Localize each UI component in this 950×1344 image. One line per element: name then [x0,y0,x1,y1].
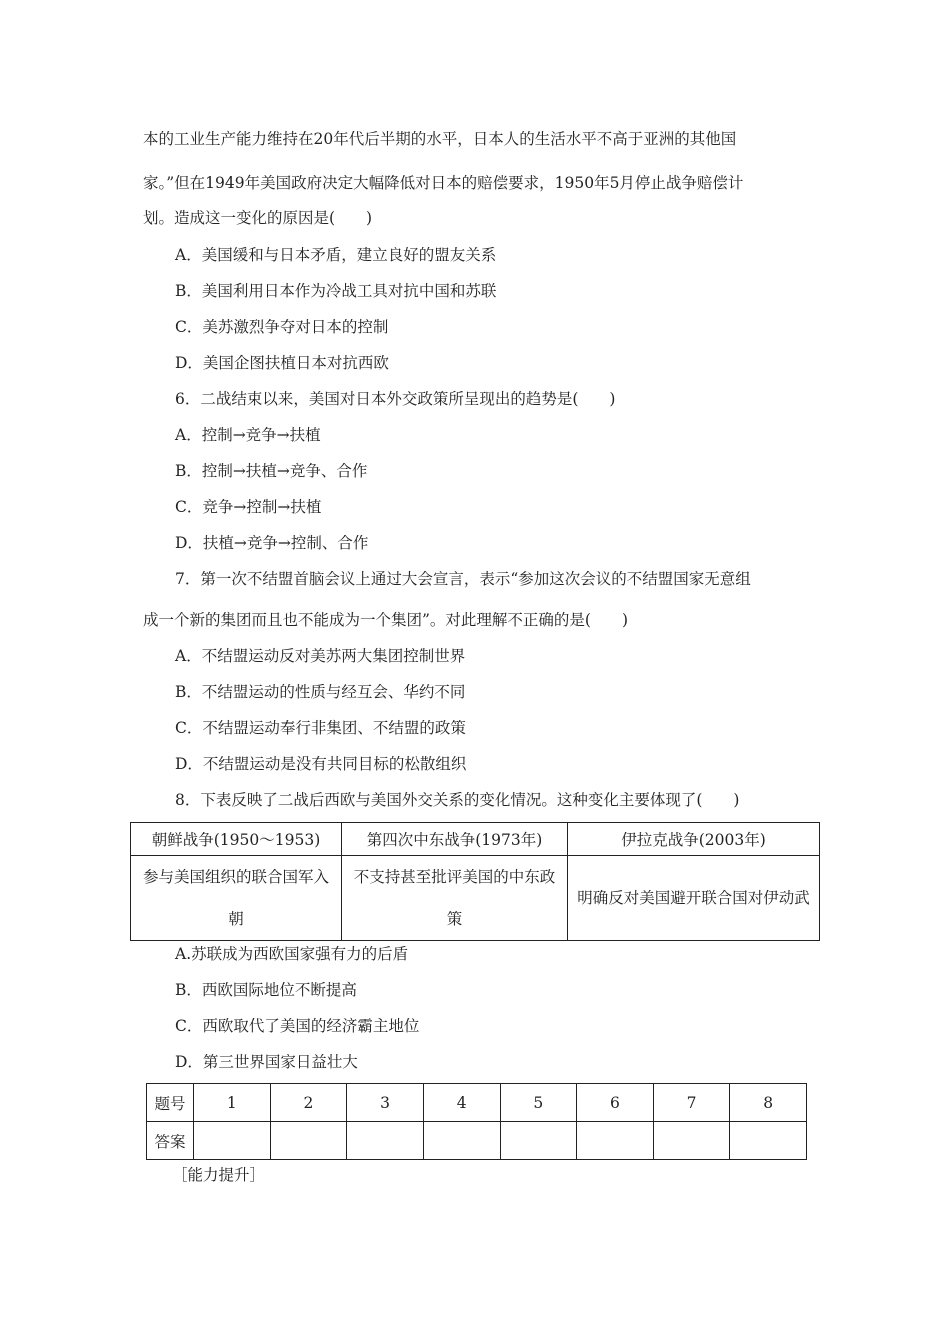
q5-option-c: C．美苏激烈争夺对日本的控制 [175,318,389,336]
question-number: 5 [500,1084,577,1122]
question-8-stem: 8．下表反映了二战后西欧与美国外交关系的变化情况。这种变化主要体现了( ) [175,791,740,809]
q8-table [130,822,820,941]
question-number: 4 [423,1084,500,1122]
q5-option-b: B．美国利用日本作为冷战工具对抗中国和苏联 [175,282,497,300]
q7-option-b: B．不结盟运动的性质与经互会、华约不同 [175,683,466,701]
q5-option-d: D．美国企图扶植日本对抗西欧 [175,354,389,372]
q7-option-a: A．不结盟运动反对美苏两大集团控制世界 [175,647,466,665]
table-cell: 明确反对美国避开联合国对伊动武 [568,856,820,941]
answer-cell[interactable] [423,1122,500,1160]
answer-cell[interactable] [653,1122,730,1160]
table-header-cell: 第四次中东战争(1973年) [342,823,568,856]
q8-option-c: C．西欧取代了美国的经济霸主地位 [175,1017,420,1035]
q6-option-b: B．控制→扶植→竞争、合作 [175,462,368,480]
paragraph-line: 家。”但在1949年美国政府决定大幅降低对日本的赔偿要求，1950年5月停止战争赔偿计 [143,174,744,192]
section-label: ［能力提升］ [172,1166,266,1184]
q6-option-d: D．扶植→竞争→控制、合作 [175,534,369,552]
table-header-cell: 伊拉克战争(2003年) [568,823,820,856]
q5-option-a: A．美国缓和与日本矛盾，建立良好的盟友关系 [175,246,497,264]
question-number: 2 [270,1084,347,1122]
question-number: 1 [194,1084,271,1122]
answer-cell[interactable] [577,1122,654,1160]
question-6-stem: 6．二战结束以来，美国对日本外交政策所呈现出的趋势是( ) [175,390,616,408]
answer-table [146,1083,807,1160]
q6-option-a: A．控制→竞争→扶植 [175,426,321,444]
paragraph-line: 本的工业生产能力维持在20年代后半期的水平，日本人的生活水平不高于亚洲的其他国 [143,130,737,148]
question-7-stem-cont: 成一个新的集团而且也不能成为一个集团”。对此理解不正确的是( ) [143,611,629,629]
question-5-stem: 划。造成这一变化的原因是( ) [143,209,373,227]
answer-cell[interactable] [194,1122,271,1160]
question-number: 6 [577,1084,654,1122]
q7-option-d: D．不结盟运动是没有共同目标的松散组织 [175,755,467,773]
question-number: 3 [347,1084,424,1122]
table-cell: 不支持甚至批评美国的中东政策 [342,856,568,941]
question-number: 8 [730,1084,807,1122]
q8-option-d: D．第三世界国家日益壮大 [175,1053,358,1071]
q6-option-c: C．竞争→控制→扶植 [175,498,322,516]
answer-cell[interactable] [270,1122,347,1160]
q8-option-a: A.苏联成为西欧国家强有力的后盾 [175,945,409,963]
answer-cell[interactable] [730,1122,807,1160]
question-7-stem: 7．第一次不结盟首脑会议上通过大会宣言，表示“参加这次会议的不结盟国家无意组 [175,570,751,588]
answer-table-row-label: 题号 [147,1084,194,1122]
q7-option-c: C．不结盟运动奉行非集团、不结盟的政策 [175,719,466,737]
answer-table-row-label: 答案 [147,1122,194,1160]
answer-cell[interactable] [500,1122,577,1160]
table-cell: 参与美国组织的联合国军入朝 [131,856,342,941]
table-header-cell: 朝鲜战争(1950～1953) [131,823,342,856]
answer-cell[interactable] [347,1122,424,1160]
q8-option-b: B．西欧国际地位不断提高 [175,981,357,999]
question-number: 7 [653,1084,730,1122]
